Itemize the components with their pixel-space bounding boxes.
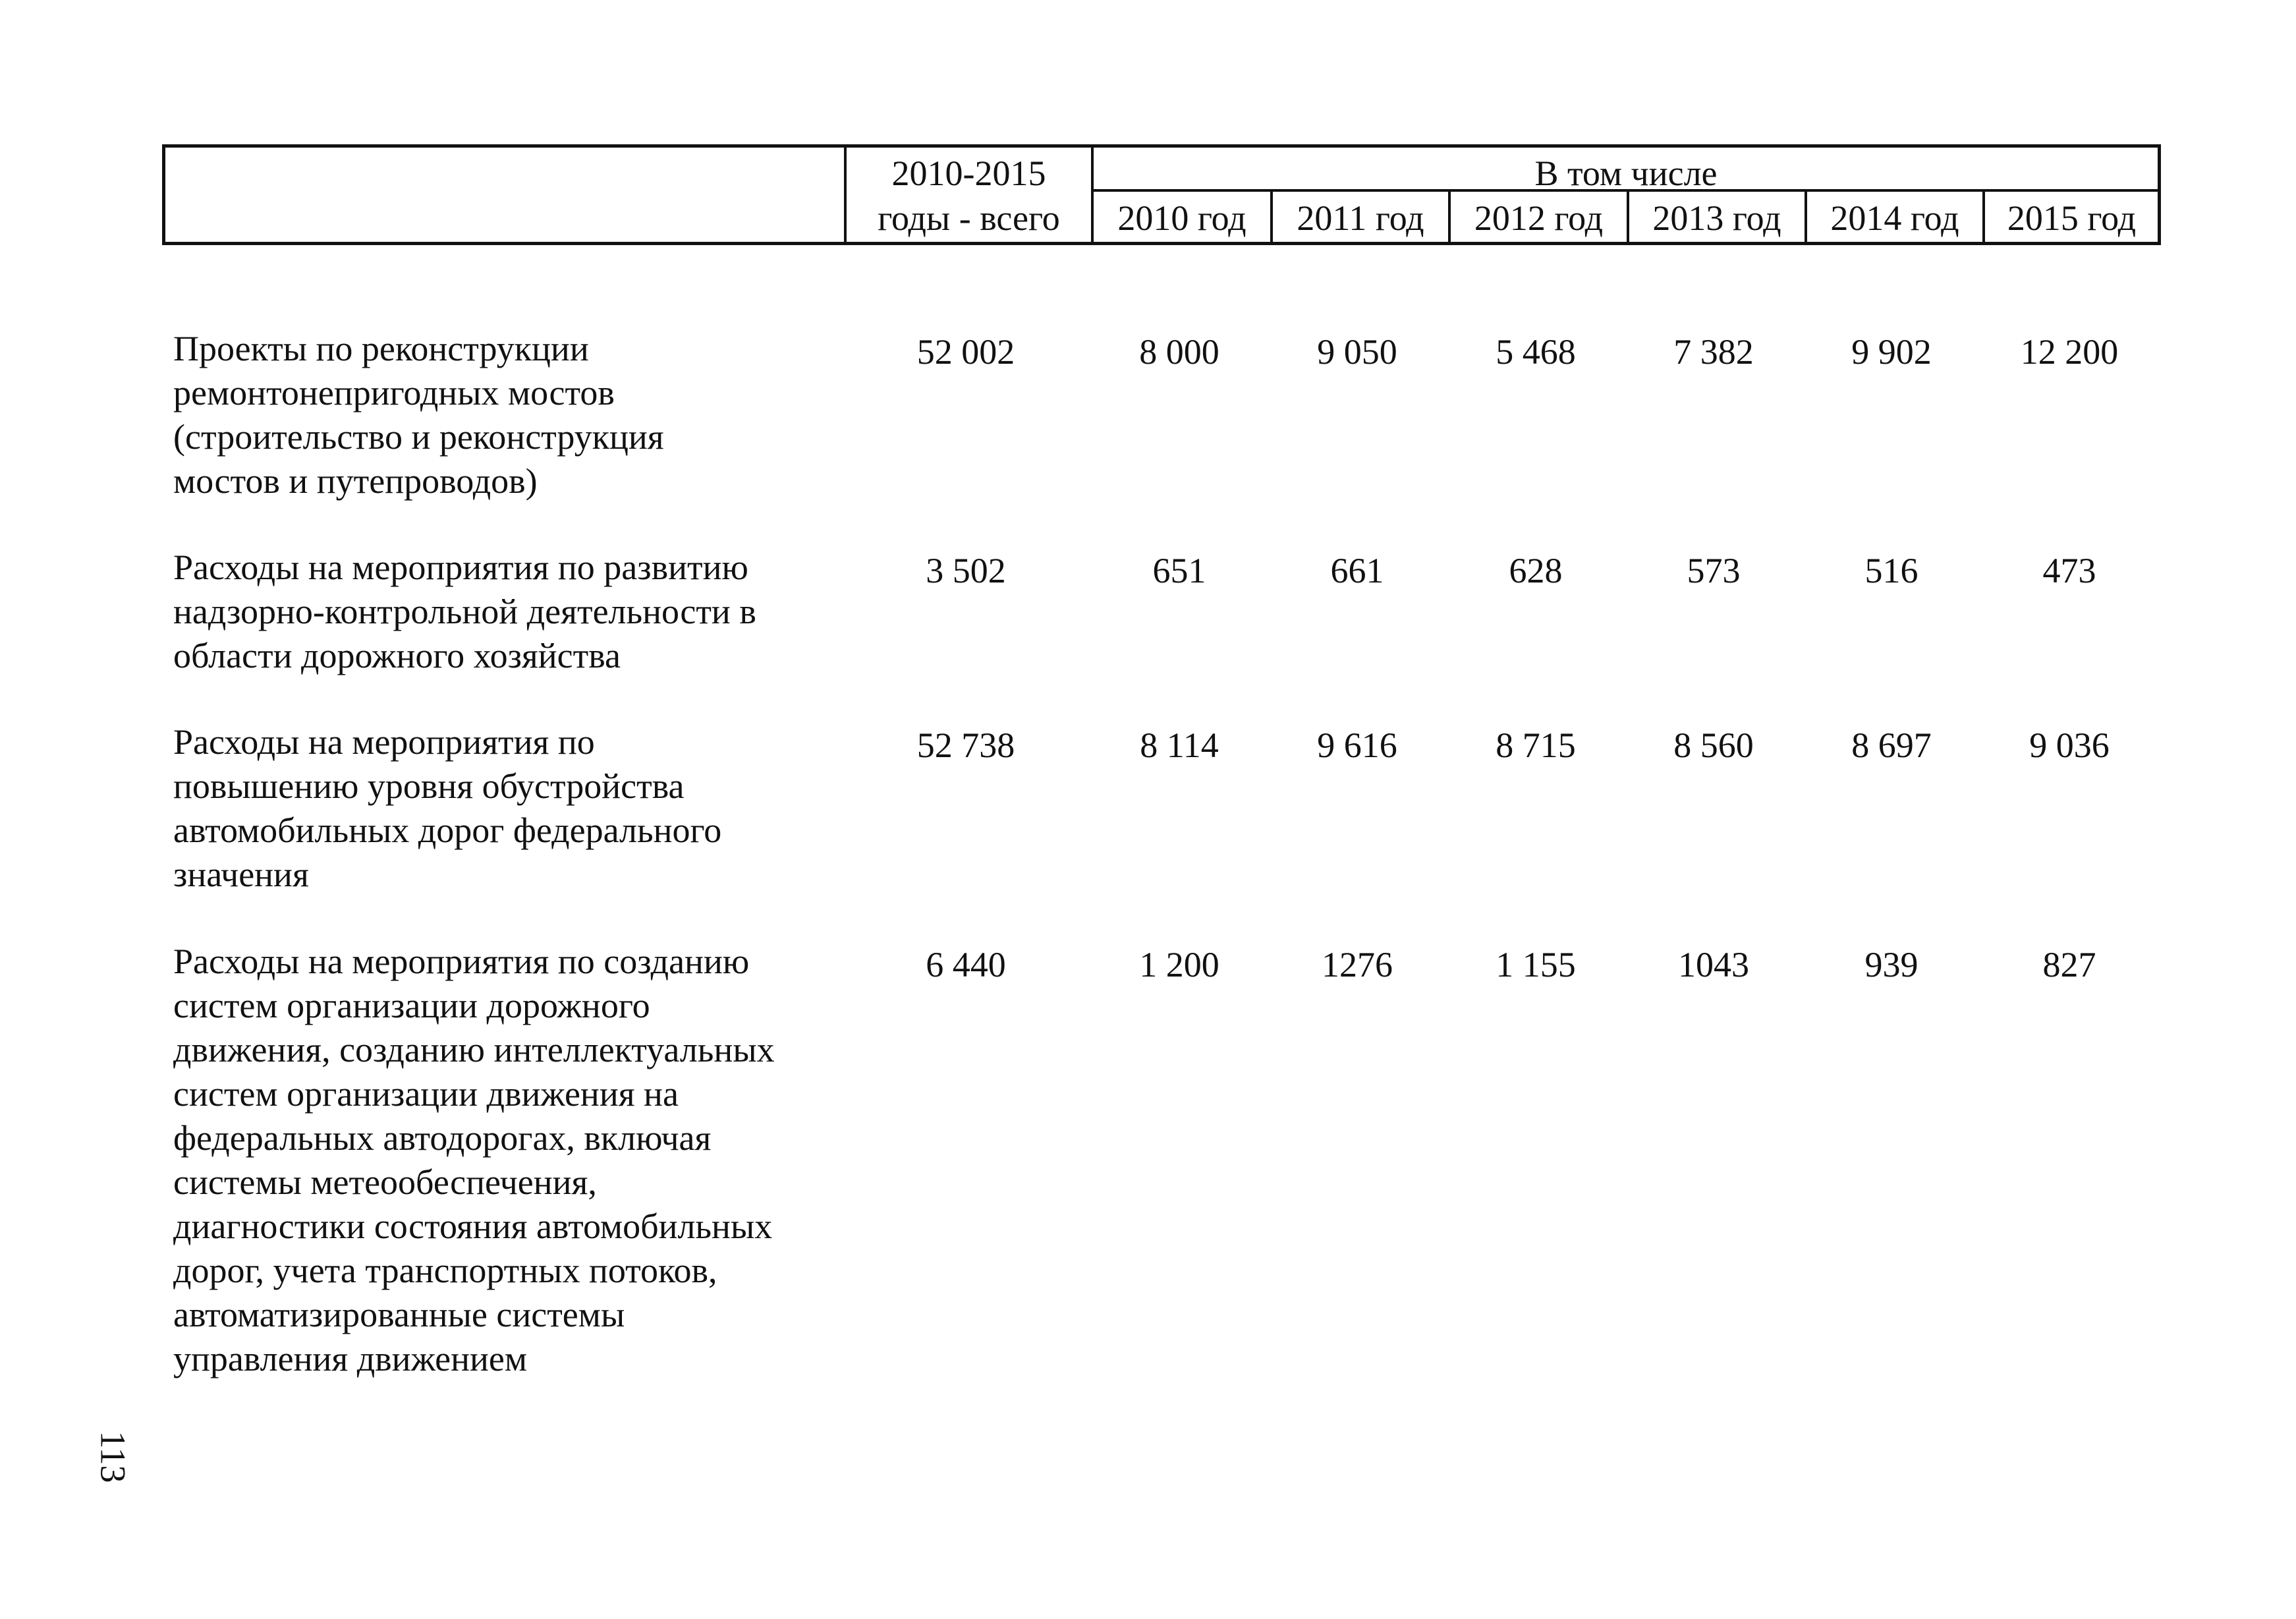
header-year-2012: 2012 год	[1474, 198, 1604, 238]
header-year-2013: 2013 год	[1652, 198, 1781, 238]
row-value-2012: 8 715	[1496, 725, 1576, 765]
header-year-2010: 2010 год	[1117, 198, 1246, 238]
header-total-line1: 2010-2015	[891, 154, 1046, 193]
row-value-2015: 12 200	[2020, 332, 2119, 372]
header-year-2015: 2015 год	[2007, 198, 2137, 238]
row-value-2012: 5 468	[1496, 332, 1576, 372]
row-total: 52 738	[916, 725, 1015, 765]
row-value-2013: 1043	[1678, 945, 1749, 984]
row-value-2011: 9 050	[1317, 332, 1397, 372]
page-number: 113	[93, 1431, 133, 1483]
row-value-2015: 473	[2042, 551, 2096, 590]
row-total: 6 440	[926, 945, 1006, 984]
row-value-2010: 8 114	[1140, 725, 1219, 765]
row-label: Расходы на мероприятия по повышению уровня обустройства автомобильных дорог федерального значения	[173, 722, 722, 894]
row-value-2014: 9 902	[1851, 332, 1932, 372]
row-value-2011: 661	[1330, 551, 1384, 590]
row-value-2015: 9 036	[2029, 725, 2110, 765]
row-value-2010: 1 200	[1139, 945, 1219, 984]
row-value-2014: 516	[1864, 551, 1918, 590]
row-label: Расходы на мероприятия по созданию систем организации дорожного движения, созданию интеллектуальных систем организации движения на федеральных автодорогах, включая системы метеообеспечения, диагностики состояния автомобильных дорог, учета транспортных потоков, автоматизированные системы управления движением	[173, 942, 775, 1378]
row-value-2013: 7 382	[1673, 332, 1754, 372]
row-value-2010: 8 000	[1139, 332, 1219, 372]
row-value-2013: 573	[1687, 551, 1741, 590]
row-value-2014: 8 697	[1851, 725, 1932, 765]
row-total: 3 502	[926, 551, 1006, 590]
row-value-2012: 628	[1509, 551, 1563, 590]
header-group-label: В том числе	[1534, 154, 1718, 193]
table-header	[162, 144, 2161, 245]
row-value-2010: 651	[1152, 551, 1206, 590]
header-year-2014: 2014 год	[1830, 198, 1959, 238]
row-value-2013: 8 560	[1673, 725, 1754, 765]
row-total: 52 002	[916, 332, 1015, 372]
row-value-2014: 939	[1864, 945, 1918, 984]
header-total-line2: годы - всего	[878, 198, 1060, 238]
row-value-2011: 9 616	[1317, 725, 1397, 765]
row-value-2011: 1276	[1322, 945, 1393, 984]
row-value-2015: 827	[2042, 945, 2096, 984]
row-label: Расходы на мероприятия по развитию надзорно-контрольной деятельности в области дорожного хозяйства	[173, 548, 756, 675]
row-value-2012: 1 155	[1496, 945, 1576, 984]
header-year-2011: 2011 год	[1297, 198, 1424, 238]
row-label: Проекты по реконструкции ремонтонепригодных мостов (строительство и реконструкция мостов и путепроводов)	[173, 329, 664, 501]
